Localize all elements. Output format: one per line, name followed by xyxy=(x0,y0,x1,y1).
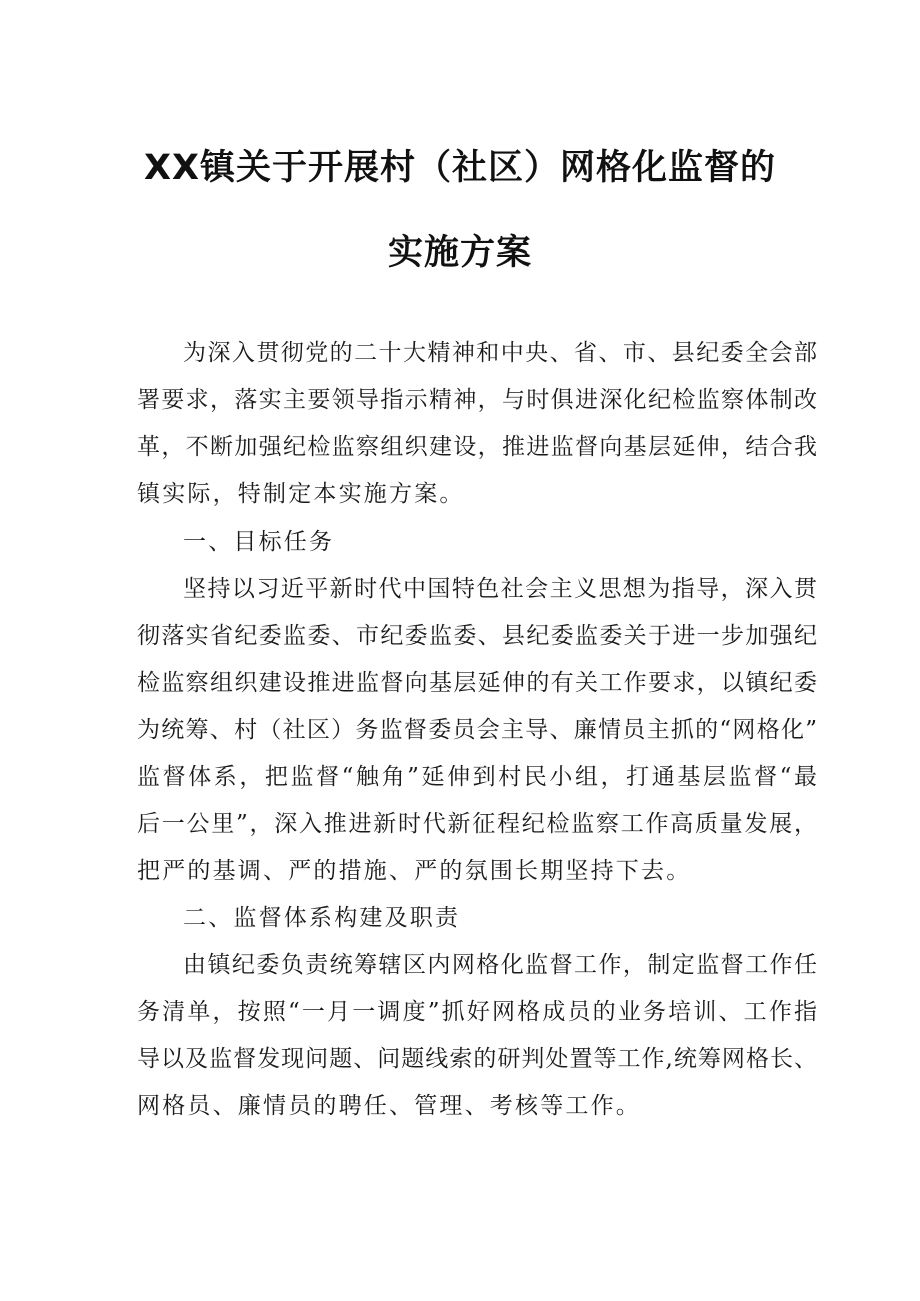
section-2-heading: 二、监督体系构建及职责 xyxy=(183,905,461,931)
section-2-line-4: 网格员、廉情员的聘任、管理、考核等工作。 xyxy=(137,1093,641,1119)
intro-line-3: 革，不断加强纪检监察组织建设，推进监督向基层延伸，结合我 xyxy=(137,434,817,460)
section-1-line-7: 把严的基调、严的措施、严的氛围长期坚持下去。 xyxy=(137,858,692,884)
section-2-line-3: 导以及监督发现问题、问题线索的研判处置等工作,统筹网格长、 xyxy=(137,1046,817,1072)
section-2-line-1: 由镇纪委负责统筹辖区内网格化监督工作，制定监督工作任 xyxy=(183,952,817,978)
section-2-line-2: 务清单，按照“一月一调度”抓好网格成员的业务培训、工作指 xyxy=(137,999,817,1025)
intro-line-1: 为深入贯彻党的二十大精神和中央、省、市、县纪委全会部 xyxy=(183,340,817,366)
section-1-line-6: 后一公里”，深入推进新时代新征程纪检监察工作高质量发展， xyxy=(137,811,817,837)
document-title-line-2: 实施方案 xyxy=(387,233,532,273)
section-1-line-1: 坚持以习近平新时代中国特色社会主义思想为指导，深入贯 xyxy=(183,576,817,602)
section-1-heading: 一、目标任务 xyxy=(183,529,335,555)
section-1-line-3: 检监察组织建设推进监督向基层延伸的有关工作要求，以镇纪委 xyxy=(137,670,817,696)
intro-line-4: 镇实际，特制定本实施方案。 xyxy=(137,481,465,507)
intro-line-2: 署要求，落实主要领导指示精神，与时俱进深化纪检监察体制改 xyxy=(137,387,817,413)
section-1-line-2: 彻落实省纪委监委、市纪委监委、县纪委监委关于进一步加强纪 xyxy=(137,623,817,649)
section-1-line-4: 为统筹、村（社区）务监督委员会主导、廉情员主抓的“网格化” xyxy=(137,717,817,743)
section-1-line-5: 监督体系，把监督“触角”延伸到村民小组，打通基层监督“最 xyxy=(137,764,817,790)
document-title-line-1: XX镇关于开展村（社区）网格化监督的 xyxy=(144,148,776,188)
